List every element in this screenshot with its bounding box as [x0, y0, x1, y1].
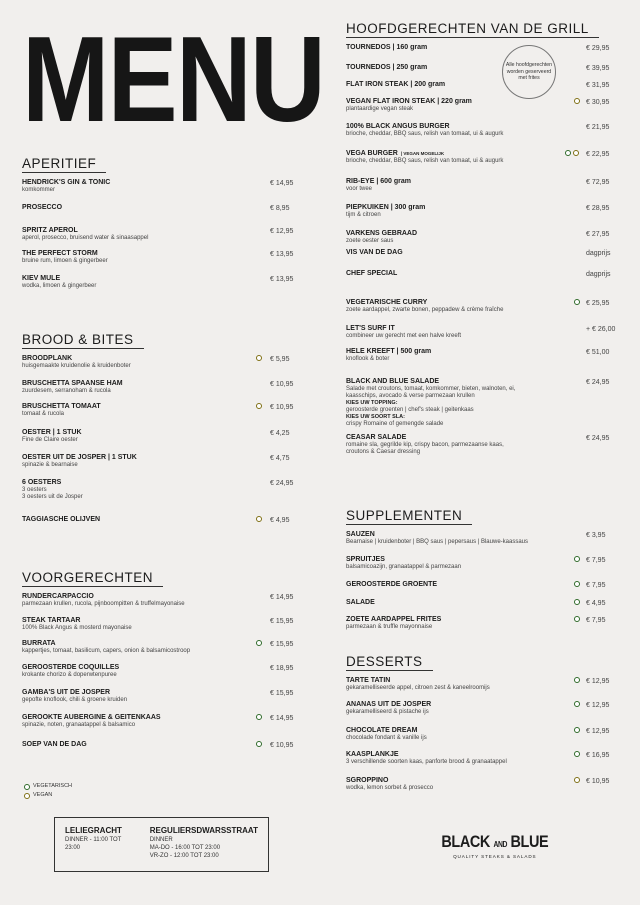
menu-item — [346, 701, 610, 716]
item-description: parmezaan krullen, rucola, pijnboompitten & truffelmayonaise — [22, 601, 185, 607]
section-heading: APERITIEF — [22, 156, 106, 173]
item-price: € 27,95 — [586, 231, 610, 238]
item-price: € 5,95 — [270, 356, 290, 363]
vegetarian-icon — [574, 727, 580, 733]
item-name: RUNDERCARPACCIO — [22, 593, 94, 600]
item-name: OESTER UIT DE JOSPER | 1 STUK — [22, 454, 137, 461]
legend-vegan: VEGAN — [24, 791, 72, 800]
item-price: € 4,75 — [270, 455, 290, 462]
item-description: spinazie & bearnaise — [22, 462, 78, 468]
item-description: huisgemaakte kruidenolie & kruidenboter — [22, 363, 131, 369]
item-price: € 8,95 — [270, 205, 290, 212]
vegetarian-icon — [256, 714, 262, 720]
menu-item — [22, 355, 290, 370]
section-heading: BROOD & BITES — [22, 332, 144, 349]
legend-vegetarian: VEGETARISCH — [24, 782, 72, 791]
item-description-2: croutons & Caesar dressing — [346, 449, 421, 455]
item-price: € 4,25 — [270, 430, 290, 437]
option-label: KIES UW TOPPING: — [346, 400, 398, 406]
item-name: GEROOSTERDE COQUILLES — [22, 664, 120, 671]
item-description: zuurdesem, serranoham & rucola — [22, 388, 111, 394]
menu-item — [22, 179, 294, 194]
menu-title: MENU — [22, 11, 325, 147]
item-description: Fine de Claire oester — [22, 437, 78, 443]
item-description: aperol, prosecco, bruisend water & sinaasappel — [22, 235, 149, 241]
item-price: € 7,95 — [586, 557, 606, 564]
diet-legend — [24, 782, 72, 800]
item-description: bruine rum, limoen & gingerbeer — [22, 258, 108, 264]
section-heading: VOORGERECHTEN — [22, 570, 163, 587]
menu-item — [346, 81, 610, 89]
item-description: tomaat & rucola — [22, 411, 65, 417]
item-name: HENDRICK'S GIN & TONIC — [22, 179, 111, 186]
item-name: SAUZEN — [346, 531, 375, 538]
item-price: € 10,95 — [586, 778, 610, 785]
item-name: SALADE — [346, 599, 375, 606]
item-price: € 25,95 — [586, 300, 610, 307]
item-description: combineer uw gerecht met een halve kreeft — [346, 333, 462, 339]
item-name: ZOETE AARDAPPEL FRITES — [346, 616, 442, 623]
vegan-icon — [574, 777, 580, 783]
item-description: gekaramelliseerde appel, citroen zest & kaneelroomijs — [346, 685, 490, 691]
item-name: VEGETARISCHE CURRY — [346, 299, 428, 306]
vegan-icon — [574, 98, 580, 104]
item-price: € 24,95 — [586, 435, 610, 442]
menu-item — [346, 204, 610, 219]
item-name: STEAK TARTAAR — [22, 617, 81, 624]
item-name: HELE KREEFT | 500 gram — [346, 348, 432, 355]
section-heading: DESSERTS — [346, 654, 433, 671]
item-description: 3 verschillende soorten kaas, panforte brood & granaatappel — [346, 759, 507, 765]
menu-item — [22, 403, 294, 418]
menu-item — [346, 777, 610, 792]
item-price: € 7,95 — [586, 617, 606, 624]
item-description: 3 oesters — [22, 487, 47, 493]
item-price: € 14,95 — [270, 594, 294, 601]
item-name: 6 OESTERS — [22, 479, 62, 486]
item-price: dagprijs — [586, 271, 611, 278]
section-brood-bites — [22, 331, 294, 524]
menu-item — [346, 727, 610, 742]
vegan-icon — [256, 516, 262, 522]
item-name: TARTE TATIN — [346, 677, 391, 684]
menu-item — [346, 581, 606, 589]
item-price: € 3,95 — [586, 532, 606, 539]
menu-item — [22, 227, 294, 242]
option-text: geroosterde groenten | chef's steak | geitenkaas — [346, 407, 474, 413]
item-name: CHOCOLATE DREAM — [346, 727, 418, 734]
menu-item — [22, 454, 290, 469]
menu-item — [22, 741, 294, 749]
menu-item — [346, 556, 606, 571]
item-price: € 13,95 — [270, 251, 294, 258]
item-description: Bearnaise | kruidenboter | BBQ saus | pepersaus | Blauwe-kaassaus — [346, 539, 528, 545]
item-name: 100% BLACK ANGUS BURGER — [346, 123, 450, 130]
item-description: zoete oester saus — [346, 238, 394, 244]
menu-item — [346, 325, 616, 340]
menu-item — [22, 250, 294, 265]
item-name: VARKENS GEBRAAD — [346, 230, 418, 237]
option-text: crispy Romaine of gemengde salade — [346, 421, 444, 427]
vegetarian-icon — [565, 150, 571, 156]
menu-item — [22, 516, 290, 524]
item-description: balsamicoazijn, granaatappel & parmezaan — [346, 564, 462, 570]
item-price: € 15,95 — [270, 641, 294, 648]
vegetarian-icon — [574, 616, 580, 622]
item-name: KAASPLANKJE — [346, 751, 399, 758]
item-name: SOEP VAN DE DAG — [22, 741, 87, 748]
vegetarian-icon — [574, 556, 580, 562]
vegan-icon — [256, 355, 262, 361]
item-name: BRUSCHETTA TOMAAT — [22, 403, 101, 410]
menu-item — [22, 714, 294, 729]
menu-item — [346, 531, 606, 546]
vegetarian-icon — [574, 751, 580, 757]
vegan-icon — [573, 150, 579, 156]
menu-item — [22, 204, 290, 212]
opening-hours — [54, 817, 269, 872]
section-aperitief — [22, 155, 294, 289]
vegetarian-icon — [574, 581, 580, 587]
menu-item — [22, 429, 290, 444]
menu-item — [346, 150, 610, 165]
item-price: € 14,95 — [270, 180, 294, 187]
item-description: parmezaan & truffle mayonnaise — [346, 624, 433, 630]
item-name: FLAT IRON STEAK | 200 gram — [346, 81, 446, 88]
item-price: € 4,95 — [586, 600, 606, 607]
item-price: € 72,95 — [586, 179, 610, 186]
item-price: € 22,95 — [586, 151, 610, 158]
item-price: € 24,95 — [270, 480, 294, 487]
vegan-icon — [256, 403, 262, 409]
item-name: GEROOKTE AUBERGINE & GEITENKAAS — [22, 714, 161, 721]
item-price: € 39,95 — [586, 65, 610, 72]
item-name: TOURNEDOS | 250 gram — [346, 64, 428, 71]
item-price: € 7,95 — [586, 582, 606, 589]
item-name: SPRITZ APEROL — [22, 227, 78, 234]
frites-badge: Alle hoofdgerechten worden geserveerd met frites — [502, 45, 556, 99]
item-price: € 24,95 — [586, 379, 610, 386]
item-description: brioche, cheddar, BBQ saus, relish van tomaat, ui & augurk — [346, 131, 504, 137]
menu-item — [346, 616, 606, 631]
menu-item — [346, 178, 610, 193]
item-description: brioche, cheddar, BBQ saus, relish van tomaat, ui & augurk — [346, 158, 504, 164]
item-description: 100% Black Angus & mosterd mayonaise — [22, 625, 132, 631]
item-price: € 21,95 — [586, 124, 610, 131]
item-price: € 51,00 — [586, 349, 610, 356]
item-name: PROSECCO — [22, 204, 63, 211]
item-price: € 29,95 — [586, 45, 610, 52]
item-price: € 10,95 — [270, 404, 294, 411]
item-price: € 12,95 — [586, 728, 610, 735]
menu-item — [22, 593, 294, 608]
section-supplementen — [346, 507, 606, 630]
item-price: € 4,95 — [270, 517, 290, 524]
menu-item — [346, 64, 610, 72]
item-description: gepofte knoflook, chili & groene kruiden — [22, 697, 128, 703]
menu-item — [346, 434, 610, 456]
item-description: komkommer — [22, 187, 56, 193]
item-price: € 14,95 — [270, 715, 294, 722]
hours-leliegracht: LELIEGRACHT DINNER - 11:00 TOT 23:00 — [65, 826, 122, 851]
section-heading: SUPPLEMENTEN — [346, 508, 472, 525]
item-name: SGROPPINO — [346, 777, 389, 784]
item-price: € 13,95 — [270, 276, 294, 283]
item-price: € 12,95 — [586, 702, 610, 709]
option-label: KIES UW SOORT SLA: — [346, 414, 405, 420]
item-name: BROODPLANK — [22, 355, 73, 362]
menu-item — [22, 664, 294, 679]
vegetarian-icon — [574, 701, 580, 707]
vegan-icon — [24, 793, 30, 799]
vegetarian-icon — [574, 299, 580, 305]
vegetarian-icon — [574, 599, 580, 605]
item-name: TAGGIASCHE OLIJVEN — [22, 516, 101, 523]
item-name: KIEV MULE — [22, 275, 61, 282]
item-description: tijm & citroen — [346, 212, 381, 218]
item-description: wodka, limoen & gingerbeer — [22, 283, 97, 289]
item-name: VIS VAN DE DAG — [346, 249, 403, 256]
item-description: plantaardige vegan steak — [346, 106, 414, 112]
vegetarian-icon — [24, 784, 30, 790]
brand-logo: BLACK AND BLUE QUALITY STEAKS & SALADS — [441, 832, 549, 859]
item-name: SPRUITJES — [346, 556, 385, 563]
item-name: OESTER | 1 STUK — [22, 429, 82, 436]
item-price: € 28,95 — [586, 205, 610, 212]
item-name: RIB-EYE | 600 gram — [346, 178, 411, 185]
vegetarian-icon — [574, 677, 580, 683]
menu-item — [22, 380, 294, 395]
item-description: chocolade fondant & vanille ijs — [346, 735, 427, 741]
item-description: krokante chorizo & doperwtenpuree — [22, 672, 117, 678]
vegetarian-icon — [256, 640, 262, 646]
item-price: € 16,95 — [586, 752, 610, 759]
menu-item — [346, 599, 606, 607]
menu-item — [22, 275, 294, 290]
item-price: dagprijs — [586, 250, 611, 257]
item-description: knoflook & boter — [346, 356, 390, 362]
item-price: € 30,95 — [586, 99, 610, 106]
item-tag: | VEGAN MOGELIJK — [400, 151, 445, 156]
menu-item — [22, 689, 294, 704]
item-price: € 10,95 — [270, 742, 294, 749]
item-description: wodka, lemon sorbet & prosecco — [346, 785, 434, 791]
item-description: spinazie, noten, granaatappel & balsamico — [22, 722, 136, 728]
item-description: romaine sla, gegrilde kip, crispy bacon, parmezaanse kaas, — [346, 442, 504, 448]
item-description-2: 3 oesters uit de Josper — [22, 494, 83, 500]
item-price: € 12,95 — [270, 228, 294, 235]
item-name: GAMBA'S UIT DE JOSPER — [22, 689, 111, 696]
item-name: LET'S SURF IT — [346, 325, 395, 332]
menu-item — [346, 230, 610, 245]
item-price: € 15,95 — [270, 618, 294, 625]
item-description-2: kaasschips, avocado & verse parmezaan krullen — [346, 393, 475, 399]
item-name: BLACK AND BLUE SALADE — [346, 378, 440, 385]
menu-item — [346, 249, 611, 257]
menu-item — [346, 44, 610, 52]
vegetarian-icon — [256, 741, 262, 747]
menu-item — [346, 348, 610, 363]
item-name: BRUSCHETTA SPAANSE HAM — [22, 380, 123, 387]
item-name: CEASAR SALADE — [346, 434, 407, 441]
menu-item — [346, 98, 610, 113]
item-name: GEROOSTERDE GROENTE — [346, 581, 438, 588]
item-price: € 10,95 — [270, 381, 294, 388]
item-price: € 12,95 — [586, 678, 610, 685]
menu-item — [346, 378, 610, 428]
menu-item — [346, 299, 610, 314]
menu-item — [346, 751, 610, 766]
item-description: Salade met croutons, tomaat, komkommer, bieten, walnoten, ei, — [346, 386, 516, 392]
item-name: CHEF SPECIAL — [346, 270, 398, 277]
item-price: € 18,95 — [270, 665, 294, 672]
item-name: VEGAN FLAT IRON STEAK | 220 gram — [346, 98, 472, 105]
menu-item — [22, 640, 294, 655]
item-description: kappertjes, tomaat, basilicum, capers, onion & balsamicostroop — [22, 648, 191, 654]
menu-item — [346, 677, 610, 692]
section-desserts — [346, 653, 610, 791]
item-price: € 15,95 — [270, 690, 294, 697]
menu-item — [346, 270, 611, 278]
menu-item — [346, 123, 610, 138]
item-name: THE PERFECT STORM — [22, 250, 98, 257]
item-name: VEGA BURGER | VEGAN MOGELIJK — [346, 150, 445, 157]
item-price: € 31,95 — [586, 82, 610, 89]
item-description: gekaramelliseerd & pistache ijs — [346, 709, 429, 715]
hours-reguliersdwarsstraat: REGULIERSDWARSSTRAAT DINNER MA-DO - 16:00 TOT 23:00 VR-ZO - 12:00 TOT 23:00 — [149, 826, 258, 859]
item-name: TOURNEDOS | 160 gram — [346, 44, 428, 51]
section-voorgerechten — [22, 569, 294, 749]
item-name: PIEPKUIKEN | 300 gram — [346, 204, 426, 211]
item-name: BURRATA — [22, 640, 56, 647]
menu-item — [22, 479, 294, 501]
item-price: + € 26,00 — [586, 326, 616, 333]
menu-item — [22, 617, 294, 632]
item-description: zoete aardappel, zwarte bonen, peppadew & crème fraîche — [346, 307, 504, 313]
item-description: voor twee — [346, 186, 373, 192]
item-name: ANANAS UIT DE JOSPER — [346, 701, 432, 708]
section-heading: HOOFDGERECHTEN VAN DE GRILL — [346, 21, 599, 38]
